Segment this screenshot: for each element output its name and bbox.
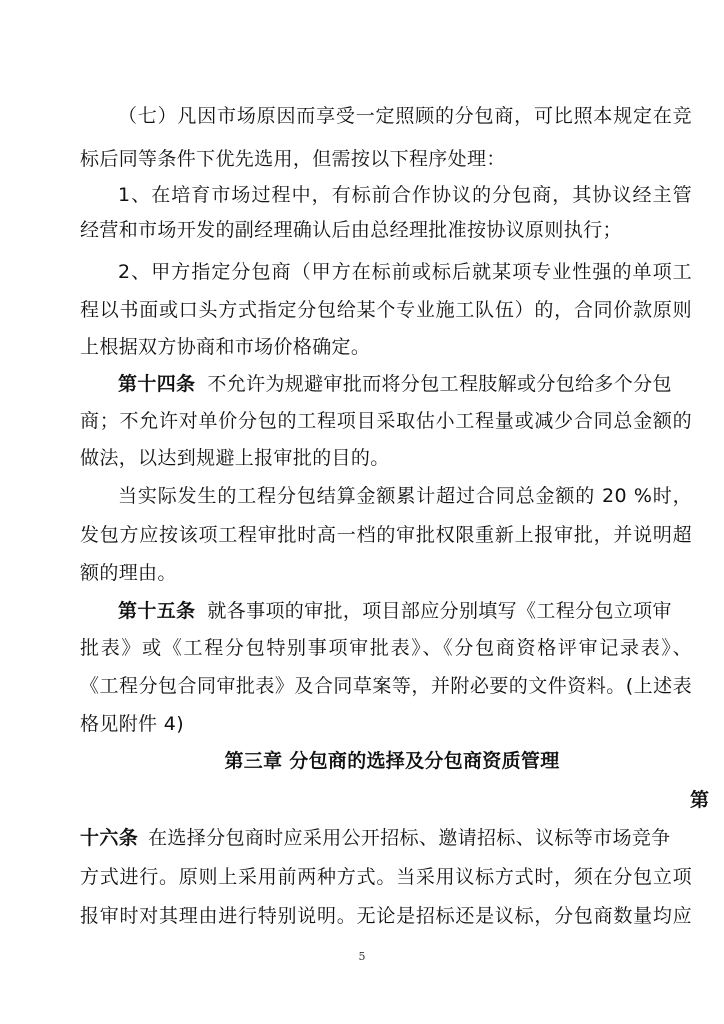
paragraph-7-line-2: 标后同等条件下优先选用，但需按以下程序处理：	[80, 148, 506, 170]
article-16-text: 在选择分包商时应采用公开招标、邀请招标、议标等市场竞争	[148, 827, 671, 849]
article-14-text: 不允许为规避审批而将分包工程肢解或分包给多个分包	[207, 373, 672, 395]
item-2-line-3: 上根据双方协商和市场价格确定。	[80, 336, 371, 358]
article-16-overflow-char: 第	[690, 789, 710, 811]
article-15-label: 第十五条	[118, 600, 196, 622]
article-16-line-2: 方式进行。原则上采用前两种方式。当采用议标方式时，须在分包立项	[80, 866, 692, 888]
article-14-label: 第十四条	[118, 373, 196, 395]
overrun-paragraph-line-1: 当实际发生的工程分包结算金额累计超过合同总金额的 20 %时，	[118, 485, 692, 507]
chapter-3-title: 第三章 分包商的选择及分包商资质管理	[224, 750, 560, 772]
article-16-label: 十六条	[80, 827, 139, 849]
page-number: 5	[358, 950, 366, 963]
article-14-line-2: 商；不允许对单价分包的工程项目采取估小工程量或减少合同总金额的	[80, 410, 692, 432]
item-2-line-1: 2、甲方指定分包商（甲方在标前或标后就某项专业性强的单项工	[118, 261, 692, 283]
overrun-paragraph-line-2: 发包方应按该项工程审批时高一档的审批权限重新上报审批，并说明超	[80, 524, 692, 546]
article-16-line-1	[80, 825, 692, 851]
article-15-line-1	[118, 598, 692, 624]
article-16-line-3: 报审时对其理由进行特别说明。无论是招标还是议标，分包商数量均应	[80, 905, 692, 927]
item-2-line-2: 程以书面或口头方式指定分包给某个专业施工队伍）的，合同价款原则	[80, 299, 692, 321]
overrun-paragraph-line-3: 额的理由。	[80, 562, 177, 584]
article-14-line-3: 做法，以达到规避上报审批的目的。	[80, 447, 390, 469]
item-1-line-2: 经营和市场开发的副经理确认后由总经理批准按协议原则执行；	[80, 219, 622, 241]
item-1-line-1: 1、在培育市场过程中，有标前合作协议的分包商，其协议经主管	[118, 184, 692, 206]
article-14-line-1	[118, 371, 692, 397]
article-15-text: 就各事项的审批，项目部应分别填写《工程分包立项审	[207, 600, 672, 622]
article-15-line-2: 批表》或《工程分包特别事项审批表》、《分包商资格评审记录表》、	[80, 637, 692, 659]
article-15-line-3: 《工程分包合同审批表》及合同草案等，并附必要的文件资料。(上述表	[80, 675, 692, 697]
paragraph-7-line-1: （七）凡因市场原因而享受一定照顾的分包商，可比照本规定在竞	[118, 105, 692, 127]
article-15-line-4: 格见附件 4)	[80, 713, 184, 735]
chapter-3-heading	[0, 748, 724, 774]
